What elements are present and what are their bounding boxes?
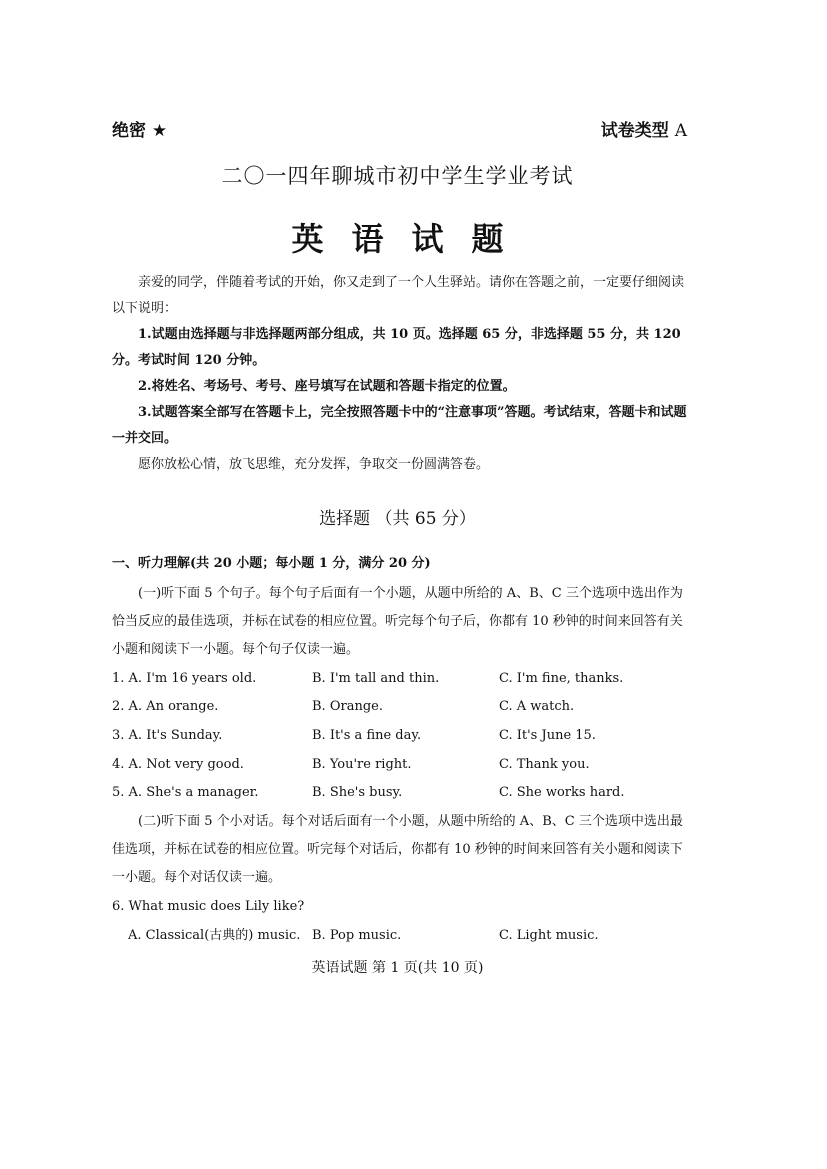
secret-label: 绝密 ★ [112,121,168,141]
page-footer: 英语试题 第 1 页(共 10 页) [311,960,484,976]
option-a: 5. A. She's a manager. [112,785,259,800]
option-b: B. I'm tall and thin. [312,671,440,686]
option-c: C. It's June 15. [499,728,596,743]
option-a: 3. A. It's Sunday. [112,728,223,743]
option-c: C. She works hard. [499,785,625,800]
instruction-item-2: 2.将姓名、考场号、考号、座号填写在试题和答题卡指定的位置。 [138,379,516,394]
option-c: C. Thank you. [499,757,590,772]
question-6-stem: 6. What music does Lily like? [112,899,305,914]
option-a: 1. A. I'm 16 years old. [112,671,257,686]
paper-type [601,116,687,141]
part1-sub1-intro: (一)听下面 5 个句子。每个句子后面有一个小题，从题中所给的 A、B、C 三个选项中选出作为恰当反应的最佳选项，并标在试卷的相应位置。听完每个句子后，你都有 10 秒钟的时间来回答有关小题和阅读下一小题。每个句子仅读一遍。 [112,586,683,657]
question-row [112,784,712,802]
question-row [112,756,712,774]
option-b: B. It's a fine day. [312,728,422,743]
question-row [112,670,712,688]
option-b: B. You're right. [312,757,412,772]
option-c: C. I'm fine, thanks. [499,671,624,686]
option-c: C. Light music. [499,928,599,943]
instruction-item-1: 1.试题由选择题与非选择题两部分组成，共 10 页。选择题 65 分，非选择题 55 分，共 120 分。考试时间 120 分钟。 [112,327,681,368]
option-c: C. A watch. [499,699,575,714]
option-b: B. Pop music. [312,928,402,943]
option-a: A. Classical(古典的) music. [128,928,301,943]
option-a: 4. A. Not very good. [112,757,244,772]
option-b: B. She's busy. [312,785,403,800]
instructions-greeting: 亲爱的同学，伴随着考试的开始，你又走到了一个人生驿站。请你在答题之前，一定要仔细阅读以下说明： [112,275,685,316]
option-b: B. Orange. [312,699,383,714]
paper-type-letter: A [674,121,687,141]
part1-title: 一、听力理解(共 20 小题；每小题 1 分，满分 20 分) [112,556,431,571]
part1-sub2-intro: (二)听下面 5 个小对话。每个对话后面有一个小题，从题中所给的 A、B、C 三个选项中选出最佳选项，并标在试卷的相应位置。听完每个对话后，你都有 10 秒钟的时间来回答有关小题和阅读下一小题。每个对话仅读一遍。 [112,814,683,885]
subject-title: 英语试题 [291,220,532,258]
exam-title: 二〇一四年聊城市初中学生学业考试 [221,164,574,188]
section-header: 选择题 （共 65 分） [319,509,476,529]
question-row [112,927,712,945]
instructions-wish: 愿你放松心情，放飞思维，充分发挥，争取交一份圆满答卷。 [138,457,490,472]
question-row [112,727,712,745]
instruction-item-3: 3.试题答案全部写在答题卡上，完全按照答题卡中的“注意事项”答题。考试结束，答题卡和试题一并交回。 [112,405,687,446]
option-a: 2. A. An orange. [112,699,219,714]
paper-type-label: 试卷类型 [600,121,669,141]
question-row [112,698,712,716]
